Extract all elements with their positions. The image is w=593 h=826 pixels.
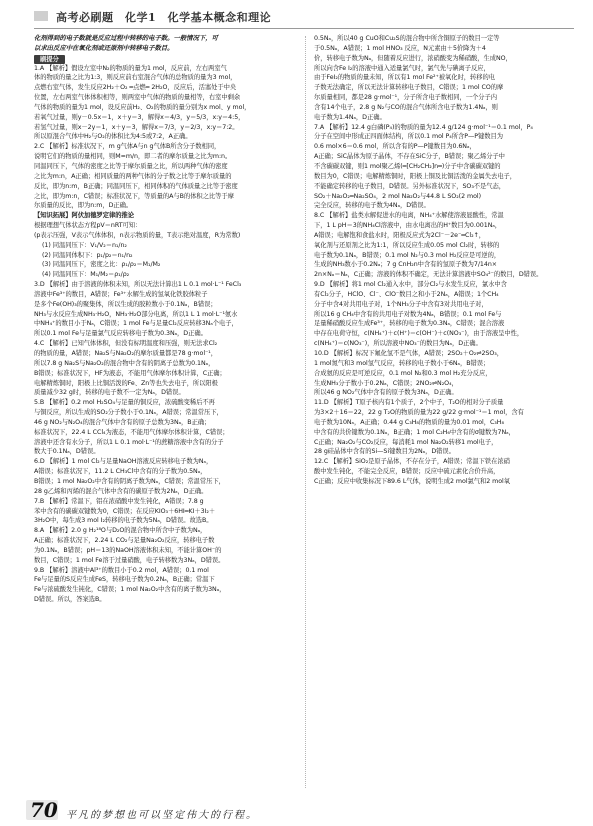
text-line: 6.D 【解析】1 mol Cl₂与足量NaOH溶液反应转移电子数为Nₐ， (34, 458, 213, 466)
text-line: 以求出反应中在氧化剂或还原剂中转移电子数目。 (34, 43, 174, 52)
text-line: 数目为0，C错误；电解精炼铜时，阳极上铜及比铜活泼的金属失去电子， (314, 172, 516, 180)
text-line: 中含有的共价键数为0.1Nₐ，B正确；1 mol C₂H₆中含有的σ键数为7Nₐ， (314, 428, 515, 436)
text-line: 中NH₄⁺的数目小于Nₐ，C错误；1 mol Fe与足量Cl₂反应转移3Nₐ个电子， (34, 320, 238, 328)
text-line: 之比，即为m:n，C错误；标准状况下，等质量的A与B的体积之比等于摩 (34, 192, 234, 200)
text-line: 28 g硅晶体中含有的Si—Si键数目为2Nₐ，D错误。 (314, 448, 455, 456)
text-line: 5.B 【解析】0.2 mol H₂SO₄与足量的铜反应，浓硫酸变稀后不再 (34, 399, 215, 407)
text-line: 的物质的量，A错误；Na₂S与Na₂O₂的摩尔质量都是78 g·mol⁻¹， (34, 350, 218, 357)
text-line: 8.C 【解析】盐类水解促进水的电离，NH₄⁺水解使溶液显酸性，常温 (314, 212, 504, 220)
text-line: 之比为m:n，A正确；相同质量的两种气体的分子数之比等于摩尔质量的 (34, 172, 232, 180)
section-label-text: 刷提分 (34, 55, 65, 64)
text-line: 生成的NH₃数小于0.2Nₐ；7 g CnH₂n中含有的氢原子数为7/14n× (314, 261, 498, 269)
text-line: 7.B 【解析】常温下，铝在浓硝酸中发生钝化，A错误；7.8 g (34, 497, 204, 505)
text-line: 所以16 g CH₄中含有的共用电子对数为4Nₐ，B错误；0.1 mol Fe与 (314, 310, 502, 318)
text-line: 酸中发生钝化，不能完全反应，B错误；反应中硫元素化合价升高， (314, 468, 500, 476)
text-line: 溶液中Fe³⁺的数目，A错误；Fe³⁺水解生成的氢氧化铁胶体粒子 (34, 290, 208, 298)
text-line: 根据理想气体状态方程pV＝nRT可知： (34, 222, 142, 230)
text-line: 1.A 【解析】假设左室中N₂的物质的量为1 mol，反应前，左右两室气 (34, 64, 227, 72)
text-line: 所以向含Fe I₂的溶液中通入适量氯气时，氯气先与碘离子反应， (314, 64, 490, 72)
text-line: B错误；标准状况下，HF为液态，不能用气体摩尔体积计算，C正确； (34, 369, 226, 377)
page-header (34, 6, 574, 29)
text-line: 电子数为1.4Nₐ，D正确。 (314, 113, 386, 121)
text-line: 0.5Nₐ，所以40 g CuO和Cu₂S的混合物中所含铜原子的数目一定等 (314, 35, 500, 42)
text-line: A正确；标准状况下，2.24 L CO₂与足量Na₂O₂反应，转移电子数 (34, 537, 215, 545)
text-line: 9.B 【解析】溶液中Al³⁺的数目小于0.2 mol，A错误；0.1 mol (34, 566, 209, 574)
text-line: 与铜反应，所以生成的SO₂分子数小于0.1Nₐ，A错误；常温常压下， (34, 409, 223, 417)
text-line: A错误；标准状况下，11.2 L CH₃Cl中含有的分子数为0.5Nₐ， (34, 468, 207, 476)
text-line: 尔质量相同，都是28 g·mol⁻¹，分子所含电子数相同，一个分子内 (314, 94, 498, 102)
text-line: 电解精炼铜时，阳极上比铜活泼的Fe、Zn等也失去电子，所以阳极 (34, 379, 218, 387)
text-line: 标准状况下，22.4 L CCl₄为液态，不能用气体摩尔体积计算，C错误； (34, 428, 229, 436)
header-title: 高考必刷题 化学1 化学基本概念和理论 (56, 11, 272, 24)
text-line: 若氢气过量，则x－2y＝1，x＋y＝3，解得x＝7/3，y＝2/3，x:y＝7:2。 (34, 123, 239, 131)
text-line: SO₂＋Na₂O₂═Na₂SO₄，2 mol Na₂O₂与44.8 L SO₂(2 mol) (314, 192, 481, 200)
text-line: 若氧气过量，则y－0.5x＝1，x＋y＝3，解得x＝4/3，y＝5/3，x:y＝4:5， (34, 113, 245, 121)
text-line: 所以7.8 g Na₂S与Na₂O₂的混合物中含有的阴离子总数为0.1Nₐ， (34, 359, 215, 367)
text-line: 中存在电荷守恒，c(NH₄⁺)＋c(H⁺)＝c(OH⁻)＋c(NO₃⁻)，由于溶液呈中性， (314, 330, 524, 338)
text-line: A错误；电解饱和食盐水时，阳极反应式为2Cl⁻－2e⁻═Cl₂↑， (314, 231, 486, 239)
text-line: C正确；Na₂O₂与CO₂反应，每消耗1 mol Na₂O₂转移1 mol电子， (314, 438, 498, 446)
text-line: 说明它们的物质的量相同，则M=m/n，即二者的摩尔质量之比为m:n。 (34, 153, 232, 161)
text-line: 同温同压下，气体的密度之比等于摩尔质量之比，所以两种气体的密度 (34, 162, 228, 170)
text-line: 含有14个电子，2.8 g N₂与CO的混合气体所含电子数为1.4Nₐ，则 (314, 103, 498, 111)
text-line: 尔质量的反比，即为n:m，D正确。 (34, 202, 133, 210)
column-divider (305, 36, 306, 788)
text-line: 2n×Nₐ＝Nₐ，C正确；溶液的体积不确定，无法计算溶液中SO₄²⁻的数目，D错误。 (314, 271, 543, 279)
text-line: 不能确定转移的电子数目，D错误。另外标准状况下，SO₃不是气态， (314, 182, 506, 190)
section-label (34, 54, 291, 64)
text-line: 【知识拓展】阿伏加德罗定律的推论 (34, 212, 134, 220)
text-line: NH₃与水反应生成NH₃·H₂O，NH₃·H₂O部分电离，所以1 L 1 mol·L⁻¹氨水 (34, 310, 238, 318)
text-line: 分子中含4对共用电子对，1个NH₃分子中含有3对共用电子对， (314, 300, 488, 308)
text-line: (3) 同温同压下，密度之比：ρ₁/ρ₂＝M₁/M₂ (42, 261, 161, 269)
text-line: 3.D 【解析】由于溶液的体积未知，所以无法计算出1 L 0.1 mol·L⁻¹ FeCl₃ (34, 281, 242, 289)
text-line: 电子数为10Nₐ，A正确；0.44 g C₃H₈的物质的量为0.01 mol，C₃H₈ (314, 418, 504, 426)
text-line: (1) 同温同压下：V₁/V₂＝n₁/n₂ (42, 241, 127, 249)
text-line: 由于FeI₂的物质的量未知，所以有1 mol Fe²⁺被氧化时，转移的电 (314, 74, 496, 82)
text-line: 46 g NO₂与N₂O₄的混合气体中含有的原子总数为3Nₐ，B正确； (34, 418, 211, 426)
text-line: 质量减少32 g时，转移的电子数不一定为Nₐ，D错误。 (34, 389, 185, 397)
text-line: 11.D 【解析】T原子核内有1个质子，2个中子，T₂O的相对分子质量 (314, 399, 504, 407)
text-line: 化剂得到的电子数就是反应过程中转移的电子数。一般情况下，可 (34, 34, 218, 42)
text-line: 分子在空间中形成正四面体结构，所以0.1 mol P₄所含P—P键数目为 (314, 133, 503, 141)
text-line: 位置，左右两室气体体积相等，则两室中气体的物质的量相等，右室中剩余 (34, 94, 241, 102)
text-line: (p表示压强，V表示气体体积，n表示物质的量，T表示绝对温度，R为常数) (34, 231, 241, 239)
text-line: 价，转移电子数为Nₐ，但随着反应进行，浓硝酸变为稀硝酸，生成NO， (314, 54, 512, 62)
text-line: 溶液中还含有水分子，所以1 L 0.1 mol·L⁻¹的蔗糖溶液中含有的分子 (34, 438, 224, 446)
text-line: C正确；反应中收集标况下89.6 L气体，说明生成2 mol氯气和2 mol氧 (314, 477, 510, 485)
text-line: c(NH₄⁺)＝c(NO₃⁻)，所以溶液中NO₃⁻的数目为Nₐ，D正确。 (314, 340, 482, 348)
text-line: B错误；1 mol Na₂O₂中含有的阴离子数为Nₐ，C错误；常温常压下， (34, 477, 225, 485)
text-line: 不含碳碳双键，则1 mol聚乙烯(═[CH₂CH₂]n═)分子中含碳碳双键的 (314, 162, 501, 170)
footer-slogan: 平凡的梦想也可以坚定伟大的行程。 (66, 810, 258, 821)
text-line: (4) 同温同压下：M₁/M₂＝ρ₁/ρ₂ (42, 271, 130, 279)
text-line: 8.A 【解析】2.0 g H₂¹⁸O与D₂O的混合物中所含中子数为Nₐ， (34, 527, 207, 535)
text-line: 为0.1Nₐ，B错误；pH＝13的NaOH溶液体积未知，不能计算OH⁻的 (34, 546, 222, 554)
text-line: 下，1 L pH＝3的NH₄Cl溶液中，由水电离出的H⁺数目为0.001Nₐ， (314, 222, 502, 230)
text-line: A正确；SiC晶体为原子晶体，不存在SiC分子，B错误；聚乙烯分子中 (314, 153, 505, 161)
text-line: 气体的物质的量为1 mol，设反应前H₂、O₂的物质的量分别为x mol、y mol， (34, 103, 251, 111)
text-line: 0.6 mol×6＝0.6 mol，所以含有的P—P键数目为0.6Nₐ， (314, 143, 476, 151)
text-line: 28 g乙烯和丙烯的混合气体中含有的碳原子数为2Nₐ，D正确。 (34, 487, 208, 495)
text-line: 有Cl₂分子，HClO、Cl⁻、ClO⁻数目之和小于2Nₐ，A错误；1个CH₄ (314, 290, 499, 298)
text-line: 反比，即为n:m，B正确；同温同压下，相同体积的气体质量之比等于密度 (34, 182, 238, 190)
text-line: 所以0.1 mol Fe与足量氯气反应转移电子数为0.3Nₐ，D正确。 (34, 330, 207, 338)
text-line: Fe与浓硫酸发生钝化，C错误；1 mol Na₂O₂中含有的离子数为3Nₐ， (34, 586, 226, 594)
header-bar (34, 11, 48, 21)
page-number: 70 (30, 798, 60, 822)
text-line: 所以46 g NO₂气体中含有的原子数为3Nₐ，D正确。 (314, 389, 458, 397)
text-line: 体的物质的量之比为1:3，则反应前右室混合气体的总物质的量为3 mol， (34, 74, 237, 82)
text-line: 9.D 【解析】将1 mol Cl₂通入水中，部分Cl₂与水发生反应，氯水中含 (314, 281, 507, 289)
text-line: 足量稀硝酸反应生成Fe³⁺，转移的电子数为0.3Nₐ，C错误；混合溶液 (314, 320, 505, 328)
text-line: 2.C 【解析】标准状况下，m g气体A与n g气体B所含分子数相同， (34, 143, 221, 151)
text-line: (2) 同温同体积下：p₁/p₂＝n₁/n₂ (42, 251, 133, 259)
text-line: 生成NH₃分子数小于0.2Nₐ，C错误；2NO₂⇌N₂O₄， (314, 379, 458, 387)
text-line: 为3×2＋16＝22，22 g T₂O的物质的量为22 g/22 g·mol⁻¹＝1 mol，含有 (314, 409, 524, 417)
text-line: 电子数为0.1Nₐ，B错误；0.1 mol N₂与0.3 mol H₂反应是可逆的， (314, 251, 501, 259)
text-line: 10.D 【解析】标况下氟化氢不是气体，A错误；2SO₂＋O₂⇌2SO₃， (314, 350, 503, 357)
text-line: 于0.5Nₐ，A错误；1 mol HNO₃ 反应，N元素由＋5价降为＋4 (314, 44, 486, 52)
text-line: 1 mol氮气和3 mol氢气反应，转移的电子数小于6Nₐ，B错误； (314, 359, 490, 367)
text-line: 氧化剂与还原剂之比为1:1，所以反应生成0.05 mol Cl₂时，转移的 (314, 241, 500, 249)
text-line: 7.A 【解析】12.4 g白磷(P₄)的物质的量为12.4 g/124 g·mol⁻¹＝0.1 mol，P₄ (314, 123, 533, 131)
text-line: Fe与足量的S反应生成FeS，转移电子数为0.2Nₐ，B正确；常温下 (34, 576, 215, 584)
text-line: 3H₂O中，每生成3 mol I₂转移的电子数为5Nₐ，D错误。故选B。 (34, 517, 213, 525)
text-line: 点燃右室气体，发生反应2H₂＋O₂ ═点燃═ 2H₂O，反应后，活塞处于中央 (34, 84, 237, 92)
text-line: 12.C 【解析】SiO₂是原子晶体，不存在分子，A错误；常温下铁在浓硝 (314, 458, 510, 466)
text-line: D错误。所以，答案选B。 (34, 596, 106, 604)
text-line: 数目，C错误；1 mol Fe溶于过量硝酸，电子转移数为3Nₐ，D错误。 (34, 556, 225, 564)
text-line: 子数无法确定，所以无法计算转移电子数目，C错误；1 mol CO的摩 (314, 84, 504, 92)
text-line: 完全反应，转移的电子数为4Nₐ，D错误。 (314, 202, 430, 210)
text-line: 4.C 【解析】已知气体体积，但没有标明温度和压强，则无法求Cl₂ (34, 340, 218, 348)
left-column (34, 34, 291, 792)
text-line: 是多个Fe(OH)₃的聚集体，所以生成的胶粒数小于0.1Nₐ，B错误； (34, 300, 217, 308)
text-line: 所以原混合气体中H₂与O₂的体积比为4:5或7:2，A正确。 (34, 133, 192, 141)
text-line: 合成氨的反应是可逆反应，0.1 mol N₂和0.3 mol H₂充分反应， (314, 369, 492, 377)
text-line: 苯中含有的碳碳双键数为0，C错误；在反应KIO₃＋6HI═KI＋3I₂＋ (34, 507, 216, 515)
text-line: 数大于0.1Nₐ，D错误。 (34, 448, 100, 456)
right-column (314, 34, 571, 792)
